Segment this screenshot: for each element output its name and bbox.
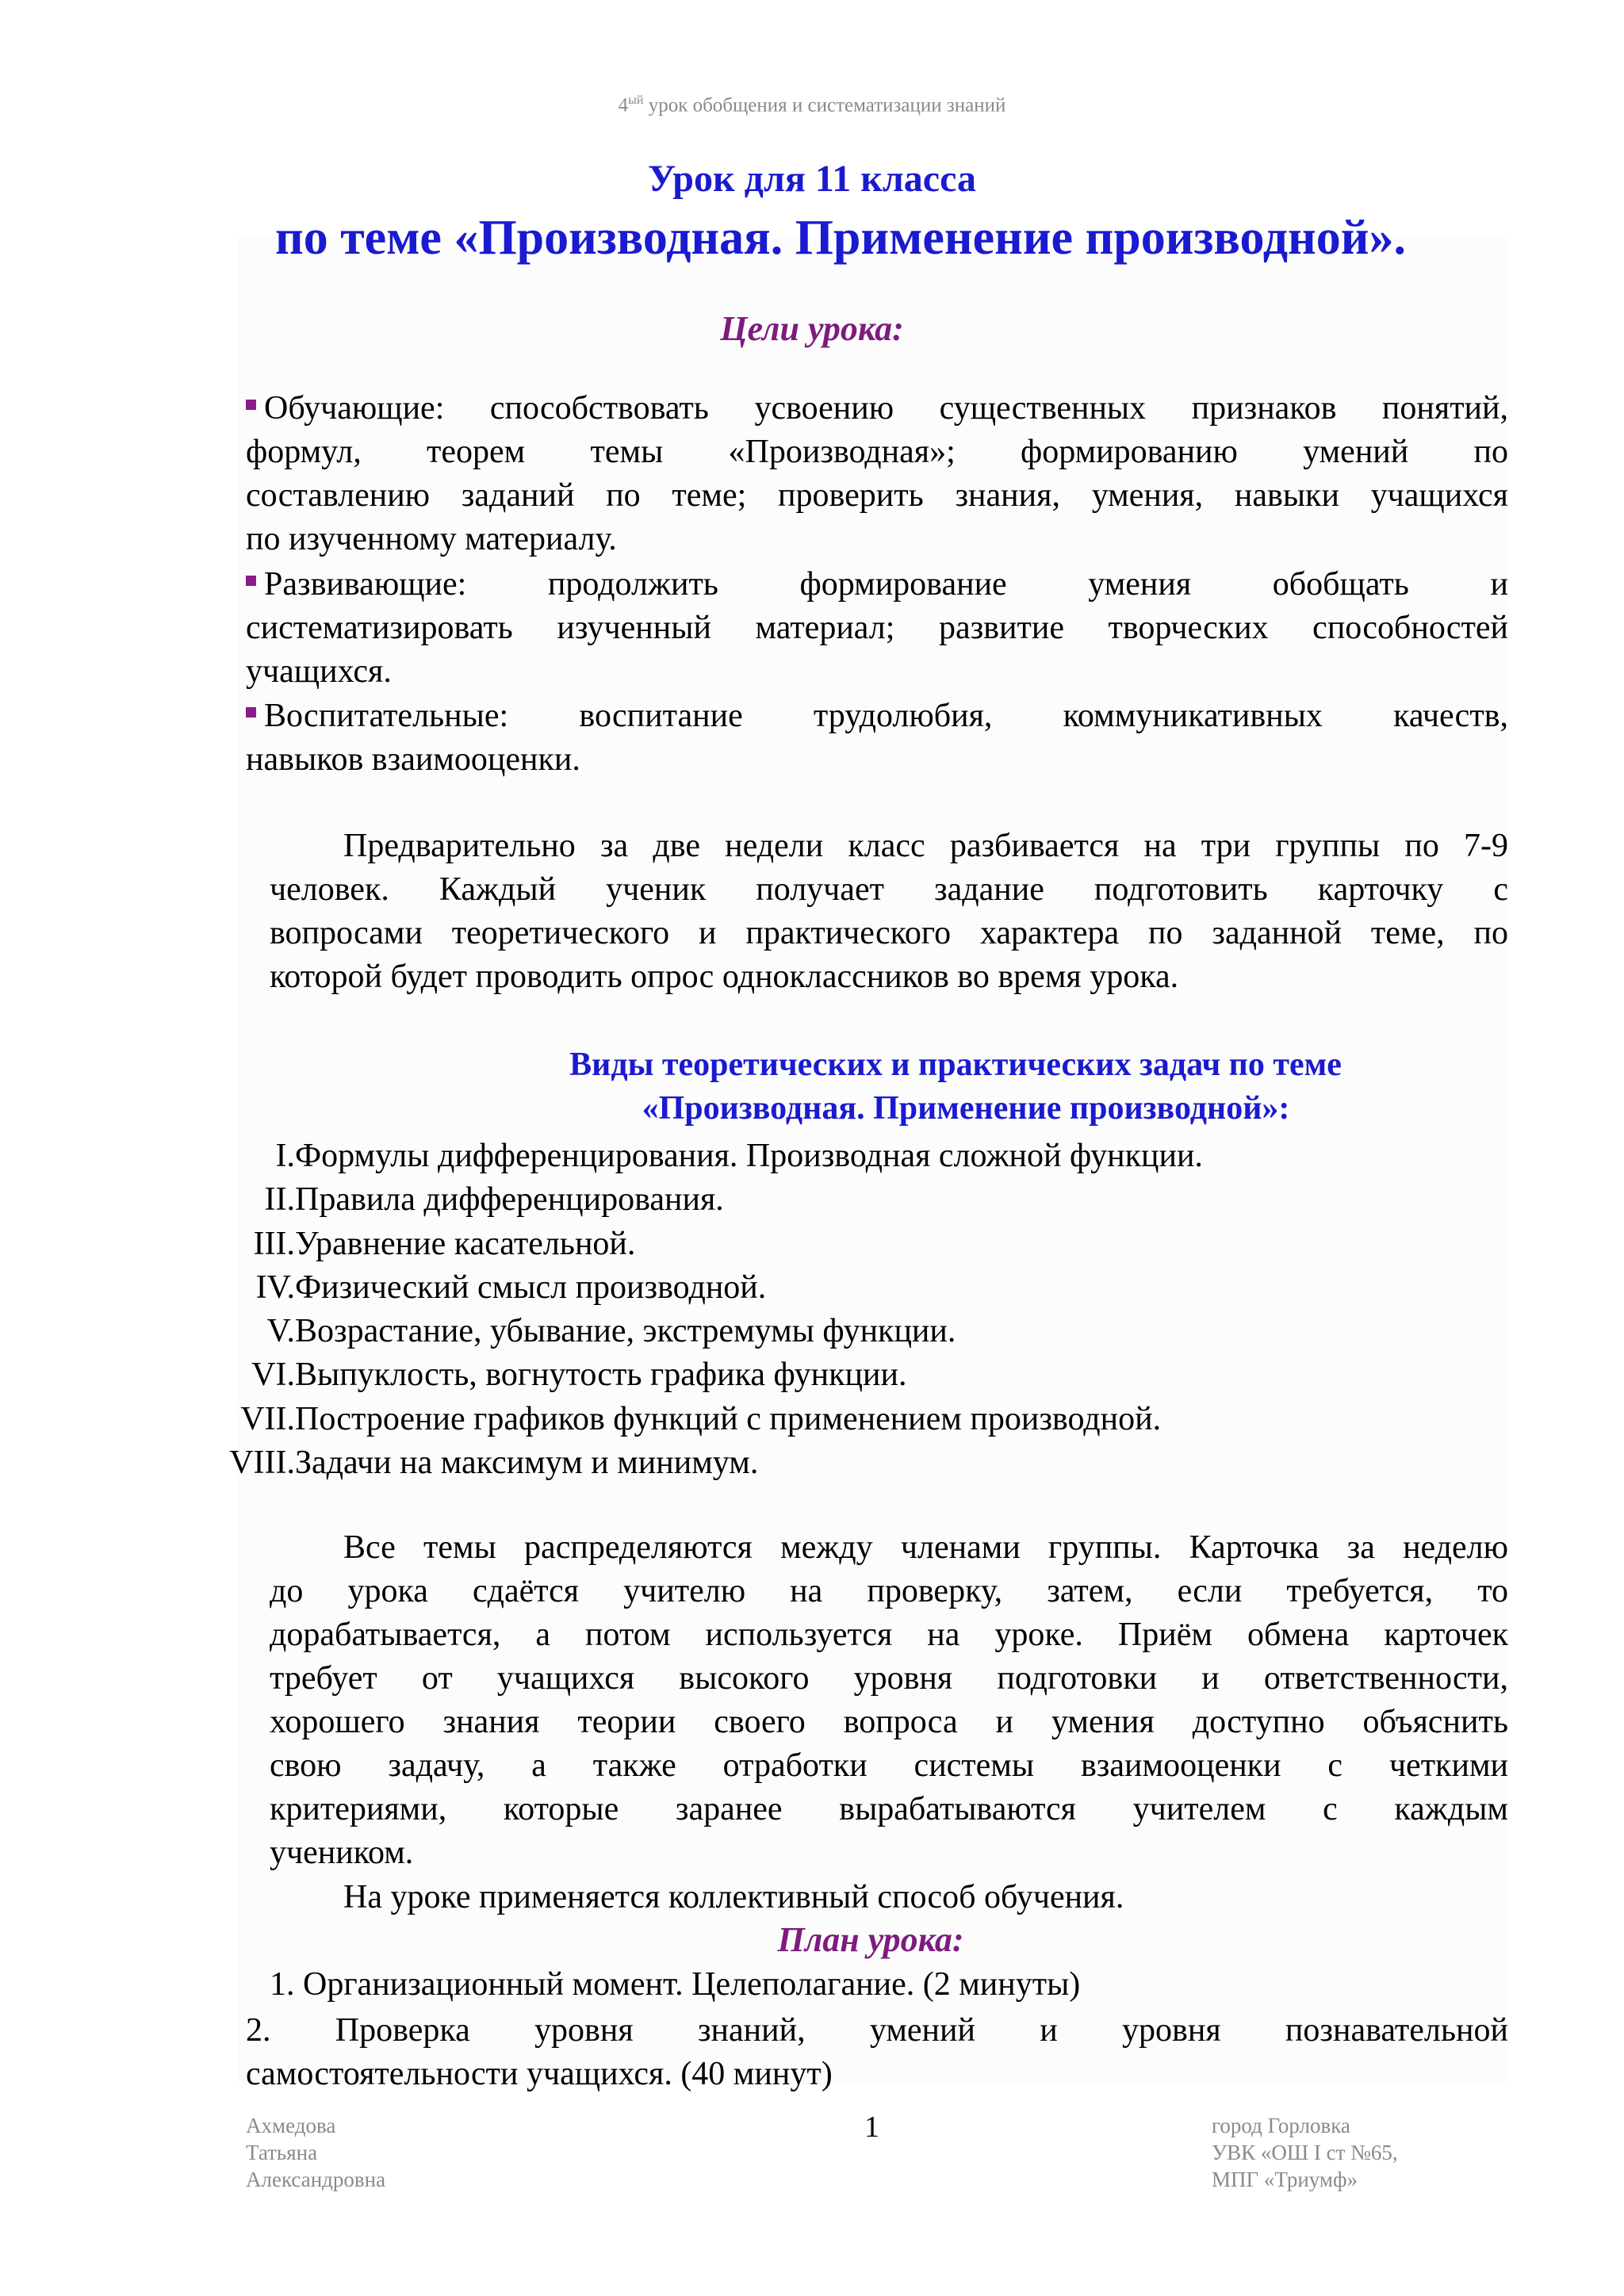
page-number: 1 — [864, 2110, 879, 2144]
list-item: II.Правила дифференцирования. — [264, 1181, 724, 1219]
list-item: VIII.Задачи на максимум и минимум. — [229, 1445, 759, 1482]
intro-paragraph: Предварительно за две недели класс разбивается на три группы по 7-9 человек. Каждый ученик получает задание подготовить карточку с вопросами теоретического и практического характера по заданной теме, по которой будет проводить опрос одноклассников во время урока. — [270, 828, 1508, 995]
list-item: VII.Построение графиков функций с применением производной. — [240, 1400, 1162, 1437]
task-types-list — [159, 1135, 1507, 1485]
task-types-subheading: «Производная. Применение производной»: — [642, 1090, 1290, 1127]
task-types-heading: Виды теоретических и практических задач по теме — [569, 1047, 1342, 1083]
goal-item-educational: Воспитательные: воспитание трудолюбия, коммуникативных качеств, навыков взаимооценки. — [246, 698, 1508, 778]
footer-school: город Горловка УВК «ОШ I ст №65, МПГ «Триумф» — [1212, 2114, 1398, 2191]
method-line: На уроке применяется коллективный способ обучения. — [343, 1879, 1124, 1915]
list-item: I.Формулы дифференцирования. Производная сложной функции. — [275, 1138, 1203, 1174]
bullet-icon — [246, 576, 256, 586]
header-superscript: ый — [628, 94, 644, 107]
list-item: V.Возрастание, убывание, экстремумы функции. — [266, 1313, 956, 1350]
bullet-icon — [246, 400, 256, 410]
bullet-icon — [246, 707, 256, 718]
header-number: 4 — [618, 94, 629, 117]
goal-item-teaching: Обучающие: способствовать усвоению существенных признаков понятий, формул, теорем темы «Производная»; формированию умений по составлению заданий по теме; проверить знания, умения, навыки учащихся по изученному материалу. — [246, 390, 1508, 557]
distribution-paragraph: Все темы распределяются между членами группы. Карточка за неделю до урока сдаётся учителю на проверку, затем, если требуется, то дорабатывается, а потом используется на уроке. Приём обмена карточек требует от учащихся высокого уровня подготовки и ответственности, хорошего знания теории своего вопроса и умения доступно объяснить свою задачу, а также отработки системы взаимооценки с четкими критериями, которые заранее вырабатываются учителем с каждым учеником. — [270, 1529, 1508, 1871]
list-item: VI.Выпуклость, вогнутость графика функции. — [251, 1357, 907, 1394]
lesson-topic: по теме «Производная. Применение производной». — [275, 211, 1406, 265]
goals-heading: Цели урока: — [720, 309, 904, 348]
lesson-title: Урок для 11 класса — [648, 158, 976, 200]
list-item: IV.Физический смысл производной. — [255, 1269, 767, 1306]
header-text: урок обобщения и систематизации знаний — [643, 94, 1006, 117]
footer-author: Ахмедова Татьяна Александровна — [246, 2114, 386, 2191]
plan-item-1: 1. Организационный момент. Целеполагание. (2 минуты) — [270, 1966, 1081, 2003]
page-header — [0, 94, 1624, 117]
plan-heading: План урока: — [777, 1920, 964, 1959]
list-item: III.Уравнение касательной. — [253, 1225, 636, 1262]
plan-item-2: 2. Проверка уровня знаний, умений и уровня познавательной самостоятельности учащихся. (40 минут) — [246, 2012, 1508, 2092]
goal-item-developing: Развивающие: продолжить формирование умения обобщать и систематизировать изученный материал; развитие творческих способностей учащихся. — [246, 566, 1508, 690]
